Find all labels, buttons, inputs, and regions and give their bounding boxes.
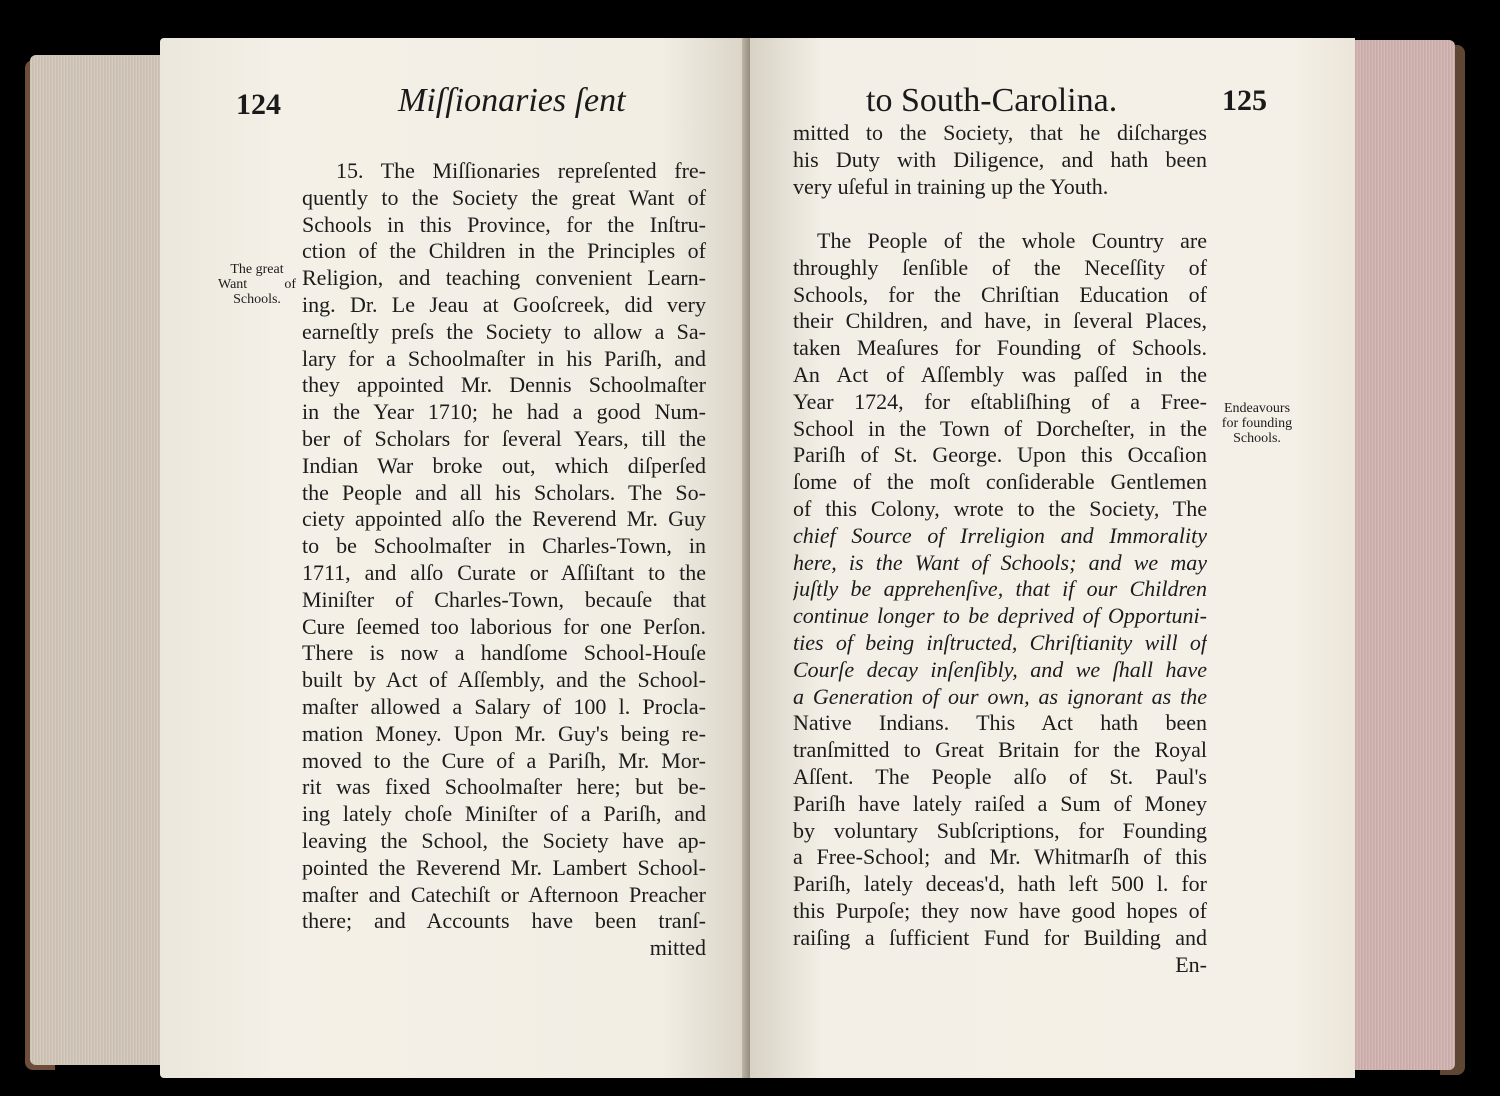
text-line: chief Source of Irreligion and Immorality (793, 522, 1207, 548)
text-line: leaving the School, the Society have ap- (302, 827, 706, 853)
text-line: Aſſent. The People alſo of St. Paul's (793, 763, 1207, 789)
text-line: to be Schoolmaſter in Charles-Town, in (302, 533, 706, 559)
text-line: Religion, and teaching convenient Learn- (302, 265, 706, 291)
text-line: built by Act of Aſſembly, and the School- (302, 667, 706, 693)
text-line: ties of being inſtructed, Chriſtianity will of (793, 629, 1207, 655)
text-line: raiſing a ſufficient Fund for Building and (793, 924, 1207, 950)
text-line: in the Year 1710; he had a good Num- (302, 399, 706, 425)
text-line: maſter and Catechiſt or Afternoon Preacher (302, 881, 706, 907)
text-line: Native Indians. This Act hath been (793, 710, 1207, 736)
right-page-number: 125 (1222, 84, 1267, 117)
text-line: tranſmitted to Great Britain for the Royal (793, 737, 1207, 763)
text-line: juſtly be apprehenſive, that if our Children (793, 576, 1207, 602)
left-margin-note (218, 262, 296, 307)
text-line: here, is the Want of Schools; and we may (793, 549, 1207, 575)
text-line: ing lately choſe Miniſter of a Pariſh, and (302, 801, 706, 827)
right-running-title: to South-Carolina. (866, 82, 1118, 119)
text-line: An Act of Aſſembly was paſſed in the (793, 361, 1207, 387)
text-line: 1711, and alſo Curate or Aſſiſtant to the (302, 559, 706, 585)
left-page-number: 124 (236, 88, 281, 121)
text-line: moved to the Cure of a Pariſh, Mr. Mor- (302, 747, 706, 773)
text-line: ſome of the moſt conſiderable Gentlemen (793, 469, 1207, 495)
text-line: Schools in this Province, for the Inſtru- (302, 211, 706, 237)
text-line: earneſtly preſs the Society to allow a Sa- (302, 318, 706, 344)
text-line: quently to the Society the great Want of (302, 184, 706, 210)
margin-note-line: The great (230, 262, 284, 277)
text-line: Pariſh of St. George. Upon this Occaſion (793, 442, 1207, 468)
text-line: Year 1724, for eſtabliſhing of a Free- (793, 388, 1207, 414)
text-line: the People and all his Scholars. The So- (302, 479, 706, 505)
text-line: they appointed Mr. Dennis Schoolmaſter (302, 372, 706, 398)
text-line: mitted to the Society, that he diſcharges (793, 120, 1207, 145)
text-line: of this Colony, wrote to the Society, The (793, 495, 1207, 521)
left-text-column (302, 158, 706, 962)
text-line: maſter allowed a Salary of 100 l. Procla- (302, 693, 706, 719)
text-line: Schools, for the Chriſtian Education of (793, 281, 1207, 307)
text-line: there; and Accounts have been tranſ- (302, 908, 706, 934)
text-line: ction of the Children in the Principles of (302, 238, 706, 264)
left-running-title: Miſſionaries ſent (398, 82, 626, 119)
text-line: throughly ſenſible of the Neceſſity of (793, 254, 1207, 280)
text-line: his Duty with Diligence, and hath been (793, 146, 1207, 172)
margin-note-line: Schools. (233, 292, 281, 307)
text-line: The People of the whole Country are (817, 228, 1207, 253)
margin-note-line: Schools. (1233, 431, 1281, 446)
catchword: mitted (649, 935, 706, 961)
text-line: ing. Dr. Le Jeau at Gooſcreek, did very (302, 291, 706, 317)
text-line: Pariſh, lately deceas'd, hath left 500 l. for (793, 871, 1207, 897)
text-line: School in the Town of Dorcheſter, in the (793, 415, 1207, 441)
text-line: very uſeful in training up the Youth. (793, 173, 1109, 199)
text-line: taken Meaſures for Founding of Schools. (793, 335, 1207, 361)
text-line: ber of Scholars for ſeveral Years, till the (302, 425, 706, 451)
text-line: continue longer to be deprived of Opportuni- (793, 603, 1207, 629)
page-edges-left (30, 55, 170, 1065)
right-margin-note (1214, 401, 1300, 446)
text-line: this Purpoſe; they now have good hopes of (793, 897, 1207, 923)
text-line: Pariſh have lately raiſed a Sum of Money (793, 790, 1207, 816)
page-edges-right (1350, 40, 1455, 1070)
text-line: their Children, and have, in ſeveral Places, (793, 308, 1207, 334)
text-line: Miniſter of Charles-Town, becauſe that (302, 586, 706, 612)
text-line: lary for a Schoolmaſter in his Pariſh, and (302, 345, 706, 371)
text-line: There is now a handſome School-Houſe (302, 640, 706, 666)
text-line: ciety appointed alſo the Reverend Mr. Guy (302, 506, 706, 532)
text-line: by voluntary Subſcriptions, for Founding (793, 817, 1207, 843)
text-line: a Generation of our own, as ignorant as the (793, 683, 1207, 709)
text-line: Courſe decay inſenſibly, and we ſhall have (793, 656, 1207, 682)
text-line: Indian War broke out, which diſperſed (302, 452, 706, 478)
text-line: pointed the Reverend Mr. Lambert School- (302, 854, 706, 880)
catchword: En- (1175, 951, 1207, 977)
text-line: 15. The Miſſionaries repreſented fre- (336, 158, 706, 183)
margin-note-line: Want of (218, 277, 296, 292)
right-text-column-2 (793, 228, 1207, 978)
text-line: Cure ſeemed too laborious for one Perſon. (302, 613, 706, 639)
text-line: rit was fixed Schoolmaſter here; but be- (302, 774, 706, 800)
right-text-column (793, 120, 1207, 200)
text-line: mation Money. Upon Mr. Guy's being re- (302, 720, 706, 746)
text-line: a Free-School; and Mr. Whitmarſh of this (793, 844, 1207, 870)
margin-note-line: Endeavours (1223, 401, 1291, 416)
margin-note-line: for founding (1221, 416, 1293, 431)
